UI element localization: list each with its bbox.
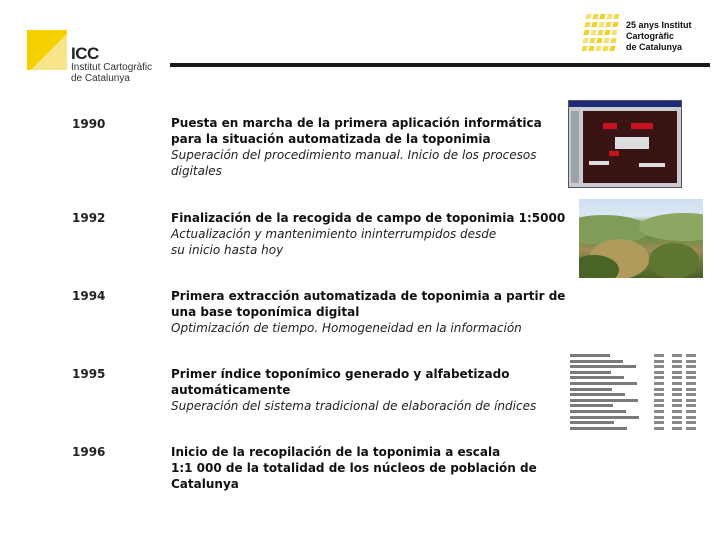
entry-subtitle-line: su inicio hasta hoy xyxy=(171,243,284,257)
year-1995: 1995 xyxy=(72,367,106,381)
entry-subtitle-line: Superación del sistema tradicional de elaboración de índices xyxy=(171,399,537,413)
entry-subtitle-line: Superación del procedimiento manual. Inicio de los procesos xyxy=(171,148,537,162)
badge-line3: de Catalunya xyxy=(626,42,683,52)
entry-title-line: Primera extracción automatizada de toponimia a partir de xyxy=(171,289,566,303)
entry-title-line: 1:1 000 de la totalidad de los núcleos de población de Catalunya xyxy=(171,461,537,491)
year-1996: 1996 xyxy=(72,445,106,459)
entry-title-line: Puesta en marcha de la primera aplicación informática xyxy=(171,116,542,130)
anniversary-badge xyxy=(582,14,712,56)
entry-title-line: Finalización de la recogida de campo de toponimia 1:5000 xyxy=(171,211,566,225)
entry-title-line: una base toponímica digital xyxy=(171,305,360,319)
badge-grid-icon xyxy=(582,14,620,54)
badge-text xyxy=(626,20,716,53)
badge-line2: Cartogràfic xyxy=(626,31,675,41)
entry-subtitle-line: Actualización y mantenimiento ininterrumpidos desde xyxy=(171,227,497,241)
logo-acronym: ICC xyxy=(71,44,99,63)
entry-title-line: Primer índice toponímico generado y alfabetizado xyxy=(171,367,510,381)
icc-logo xyxy=(27,30,167,84)
year-1994: 1994 xyxy=(72,289,106,303)
entry-title-line: Inicio de la recopilación de la toponimia a escala xyxy=(171,445,501,459)
landscape-photo-image xyxy=(579,199,703,278)
header-rule xyxy=(170,63,710,67)
timeline-entry-1990 xyxy=(171,115,566,179)
timeline-entry-1995 xyxy=(171,366,566,414)
year-1990: 1990 xyxy=(72,117,106,131)
logo-mark-icon xyxy=(27,30,67,70)
logo-name-line2: de Catalunya xyxy=(71,73,130,84)
timeline-entry-1994 xyxy=(171,288,566,336)
index-listing-image xyxy=(568,352,700,434)
year-1992: 1992 xyxy=(72,211,106,225)
entry-subtitle-line: digitales xyxy=(171,164,222,178)
logo-name-line1: Institut Cartogràfic xyxy=(71,62,153,73)
timeline-entry-1992 xyxy=(171,210,566,258)
entry-title-line: automáticamente xyxy=(171,383,291,397)
entry-subtitle-line: Optimización de tiempo. Homogeneidad en la información xyxy=(171,321,522,335)
entry-title-line: para la situación automatizada de la toponimia xyxy=(171,132,491,146)
software-screenshot-image xyxy=(568,100,682,188)
logo-name xyxy=(71,62,181,84)
timeline-entry-1996 xyxy=(171,444,566,492)
badge-line1: 25 anys Institut xyxy=(626,20,692,30)
